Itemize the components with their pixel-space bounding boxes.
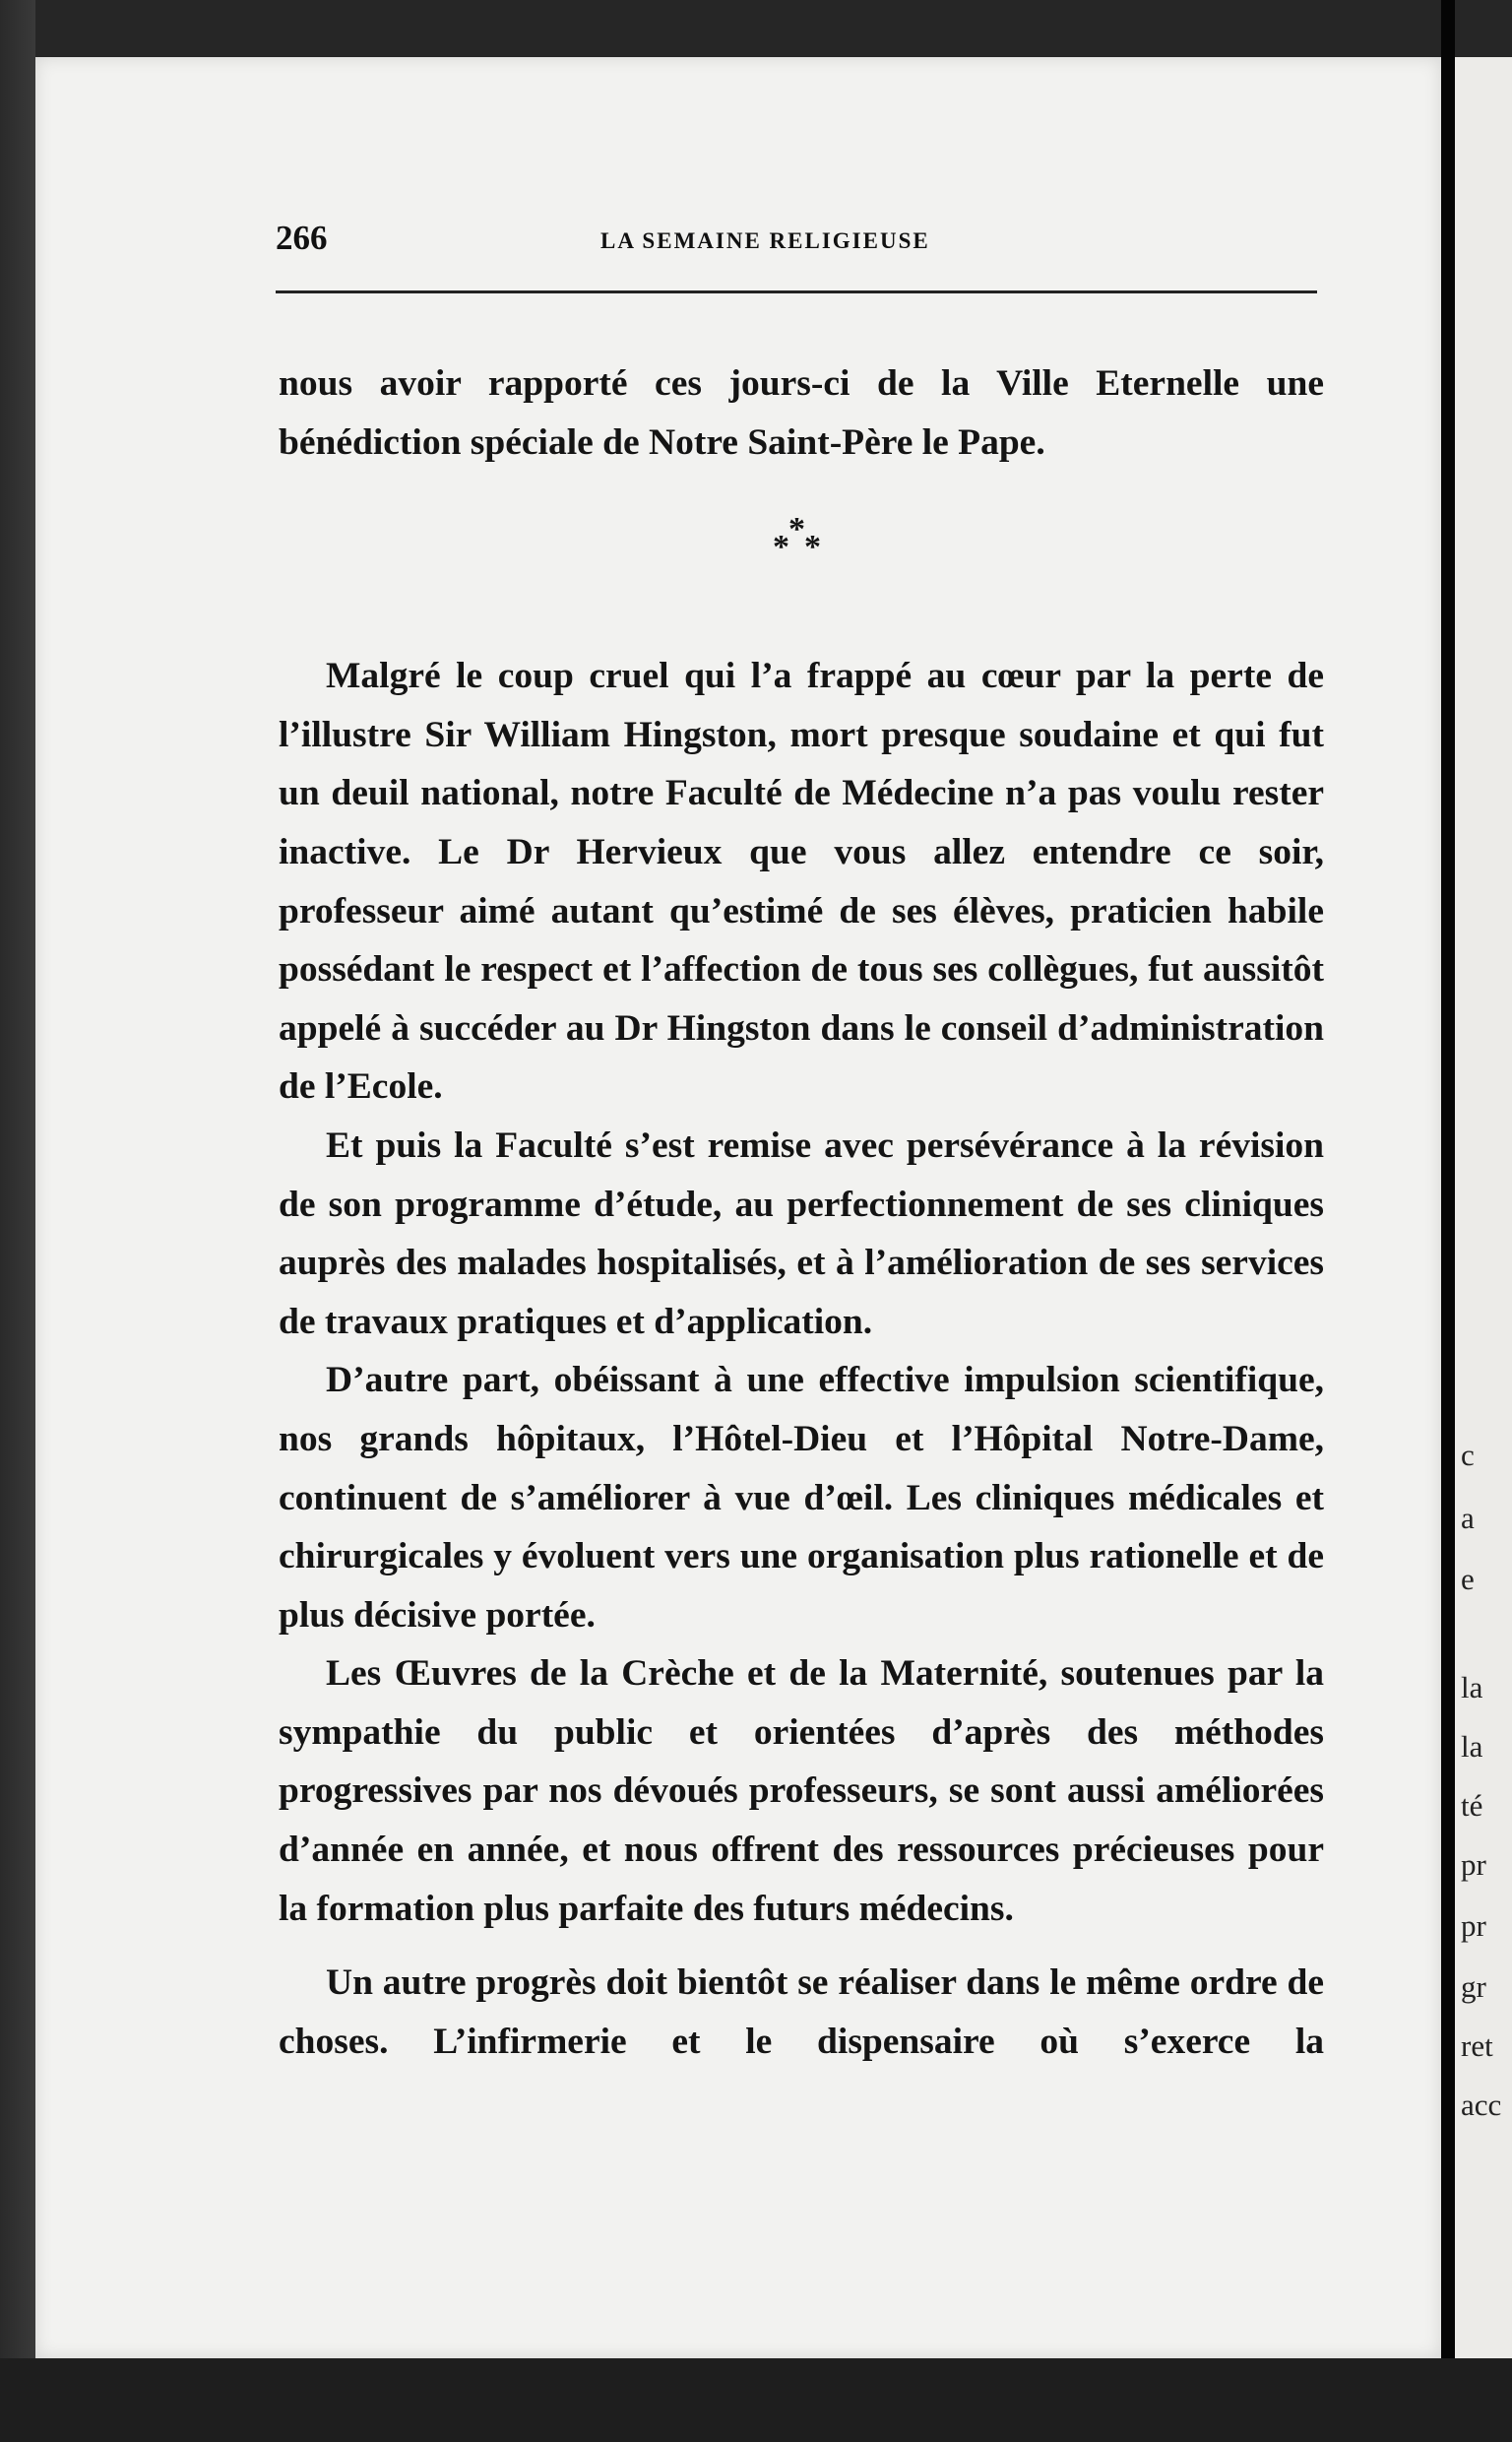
scan-left-border [0,0,35,2442]
paragraph: Et puis la Faculté s’est remise avec persévérance à la révision de son programme d’étude, au perfectionnement de ses cliniques auprès des malades hospitalisés, et à l’amélioration de ses services de travaux pratiques et d’application. [279,1125,1324,1342]
paragraph-gap [279,1938,1324,1954]
page-number: 266 [276,219,328,257]
adjacent-fragment: c [1461,1438,1475,1472]
body-text [279,354,1324,2071]
adjacent-fragment: ret [1461,2028,1493,2063]
paragraph-continued: nous avoir rapporté ces jours-ci de la Ville Eternelle une bénédiction spéciale de Notre Saint-Père le Pape. [279,363,1324,463]
section-asterism [279,472,1324,647]
scan-bottom-border [0,2358,1512,2442]
adjacent-fragment: té [1461,1788,1483,1823]
paragraph: Malgré le coup cruel qui l’a frappé au cœur par la perte de l’illustre Sir William Hingston, mort presque soudaine et qui fut un deuil national, notre Faculté de Médecine n’a pas voulu rester inactive. Le Dr Hervieux que vous allez entendre ce soir, professeur aimé autant qu’estimé de ses élèves, praticien habile possédant le respect et l’affection de tous ses collègues, fut aussitôt appelé à succéder au Dr Hingston dans le conseil d’administration de l’Ecole. [279,656,1324,1108]
adjacent-fragment: la [1461,1670,1483,1704]
paragraph: Les Œuvres de la Crèche et de la Maternité, soutenues par la sympathie du public et orientées d’après des méthodes progressives par nos dévoués professeurs, se sont aussi améliorées d’année en année, et nous offrent des ressources précieuses pour la formation plus parfaite des futurs médecins. [279,1653,1324,1929]
adjacent-fragment: acc [1461,2088,1502,2122]
paragraph: D’autre part, obéissant à une effective impulsion scientifique, nos grands hôpitaux, l’Hôtel-Dieu et l’Hôpital Notre-Dame, continuent de s’améliorer à vue d’œil. Les cliniques médicales et chirurgicales y évoluent vers une organisation plus rationelle et de plus décisive portée. [279,1360,1324,1636]
adjacent-fragment: pr [1461,1908,1486,1943]
adjacent-fragment: pr [1461,1847,1486,1882]
paragraph: Un autre progrès doit bientôt se réaliser dans le même ordre de choses. L’infirmerie et le dispensaire où s’exerce la [279,1962,1324,2062]
scan-top-border [0,0,1512,57]
adjacent-fragment: a [1461,1501,1475,1535]
asterism-star-left: * [773,529,789,566]
running-title: LA SEMAINE RELIGIEUSE [600,228,930,253]
page-header [276,219,1319,266]
asterism-star-right: * [804,529,821,566]
book-gutter [1441,0,1455,2442]
asterism-star-top: * [788,511,805,548]
adjacent-fragment: e [1461,1562,1475,1596]
adjacent-page-edge [1455,57,1512,2358]
header-rule [276,290,1317,293]
adjacent-fragment: gr [1461,1969,1486,2004]
adjacent-fragment: la [1461,1729,1483,1764]
